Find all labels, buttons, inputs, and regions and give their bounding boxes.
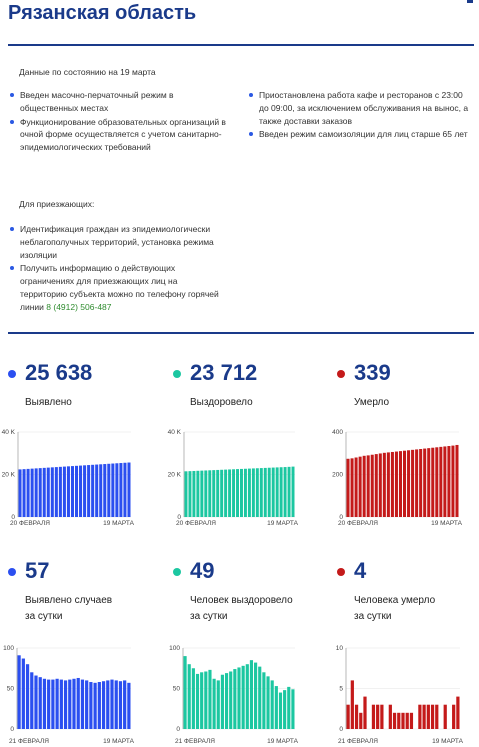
arrivals-list: [9, 223, 221, 315]
chart-bar: [279, 693, 282, 729]
chart-bar: [435, 705, 438, 729]
status-date: Данные по состоянию на 19 марта: [19, 67, 156, 77]
chart-bar: [23, 469, 26, 517]
recovered-daily-chart: [160, 642, 310, 746]
y-tick-label: 50: [6, 685, 14, 693]
chart-bar: [51, 680, 54, 729]
chart-bar: [47, 680, 50, 729]
confirmed-total-label: Выявлено: [25, 397, 72, 408]
chart-bar: [188, 471, 191, 517]
chart-bar: [351, 680, 354, 729]
chart-bar: [18, 655, 21, 729]
chart-bar: [91, 465, 94, 517]
page-title: Рязанская область: [8, 2, 197, 24]
chart-bar: [115, 463, 118, 517]
confirmed-daily-value: 57: [25, 558, 50, 583]
chart-bar: [31, 469, 34, 517]
chart-bar: [423, 449, 426, 517]
bullet-icon: [10, 93, 14, 97]
chart-bar: [403, 451, 406, 517]
chart-bar: [383, 453, 386, 517]
chart-bar: [22, 659, 25, 729]
chart-bar: [59, 467, 62, 517]
chart-bar: [389, 705, 392, 729]
chart-bar: [119, 681, 122, 729]
chart-bar: [56, 679, 59, 729]
chart-bar: [192, 471, 195, 517]
y-tick-label: 100: [169, 645, 180, 653]
chart-bar: [264, 468, 267, 517]
chart-bar: [35, 468, 38, 517]
y-tick-label: 20 K: [1, 471, 15, 479]
chart-bar: [27, 469, 30, 517]
chart-bar: [262, 672, 265, 729]
chart-bar: [196, 674, 199, 729]
chart-bar: [393, 713, 396, 729]
chart-bar: [363, 456, 366, 517]
list-item: [9, 89, 231, 115]
deaths-daily-dot-icon: [337, 568, 345, 576]
chart-bar: [359, 713, 362, 729]
list-item: [9, 262, 221, 313]
chart-bar: [283, 690, 286, 729]
x-tick-label-end: 19 МАРТА: [267, 520, 298, 527]
chart-bar: [443, 446, 446, 517]
chart-bar: [95, 465, 98, 517]
chart-bar: [399, 451, 402, 517]
chart-bar: [72, 679, 75, 729]
y-tick-label: 5: [339, 685, 343, 693]
chart-bar: [268, 468, 271, 517]
chart-bar: [291, 689, 294, 729]
chart-bar: [246, 664, 249, 729]
chart-bar: [51, 467, 54, 517]
chart-bar: [216, 470, 219, 517]
list-item: [248, 128, 470, 141]
x-tick-label-end: 19 МАРТА: [432, 738, 463, 745]
chart-bar: [75, 466, 78, 517]
chart-bar: [233, 669, 236, 729]
chart-bar: [123, 680, 126, 729]
chart-bar: [411, 450, 414, 517]
chart-bar: [119, 463, 122, 517]
chart-bar: [447, 446, 450, 517]
chart-bar: [401, 713, 404, 729]
x-tick-label-start: 20 ФЕВРАЛЯ: [10, 520, 50, 527]
top-divider: [8, 44, 474, 46]
recovered-daily-value: 49: [190, 558, 215, 583]
chart-bar: [387, 452, 390, 517]
chart-bar: [184, 656, 187, 729]
chart-bar: [208, 670, 211, 729]
chart-bar: [98, 682, 101, 729]
chart-bar: [213, 679, 216, 729]
y-tick-label: 0: [10, 726, 14, 734]
chart-bar: [127, 683, 130, 729]
y-tick-label: 40 K: [1, 429, 15, 437]
chart-bar: [67, 466, 70, 517]
chart-bar: [204, 470, 207, 517]
chart-bar: [111, 464, 114, 517]
chart-bar: [221, 675, 224, 729]
chart-bar: [77, 678, 80, 729]
chart-bar: [395, 452, 398, 517]
chart-bar: [79, 466, 82, 517]
chart-bar: [431, 705, 434, 729]
chart-bar: [196, 471, 199, 517]
chart-bar: [236, 469, 239, 517]
x-tick-label-end: 19 МАРТА: [267, 738, 298, 745]
chart-bar: [410, 713, 413, 729]
chart-bar: [81, 680, 84, 729]
chart-bar: [115, 680, 118, 729]
chart-bar: [288, 467, 291, 517]
list-item: [248, 89, 470, 127]
chart-bar: [397, 713, 400, 729]
chart-bar: [64, 680, 67, 729]
chart-bar: [423, 705, 426, 729]
chart-bar: [375, 454, 378, 517]
chart-bar: [415, 449, 418, 517]
chart-bar: [19, 469, 22, 517]
y-tick-label: 0: [339, 726, 343, 734]
list-item-text: Приостановлена работа кафе и ресторанов с 23:00 до 09:00, за исключением обслуживания на вынос, а также доставки заказов: [259, 90, 469, 126]
chart-bar: [254, 663, 257, 729]
bullet-icon: [249, 93, 253, 97]
chart-bar: [455, 445, 458, 517]
list-item-text: Идентификация граждан из эпидемиологически неблагополучных территорий, установка режима изоляции: [20, 224, 214, 260]
chart-bar: [391, 452, 394, 517]
recovered-cumulative-chart: [160, 424, 310, 530]
chart-bar: [406, 713, 409, 729]
chart-bar: [427, 705, 430, 729]
chart-bar: [229, 671, 232, 729]
chart-bar: [204, 671, 207, 729]
deaths-dot-icon: [337, 370, 345, 378]
chart-bar: [256, 468, 259, 517]
x-tick-label-start: 21 ФЕВРАЛЯ: [175, 738, 215, 745]
chart-bar: [248, 469, 251, 517]
chart-bar: [419, 449, 422, 517]
chart-bar: [68, 680, 71, 729]
list-item: [9, 223, 221, 261]
chart-bar: [89, 682, 92, 729]
chart-bar: [94, 683, 97, 729]
bullet-icon: [10, 227, 14, 231]
y-tick-label: 0: [177, 514, 181, 522]
y-tick-label: 10: [335, 645, 343, 653]
chart-bar: [188, 664, 191, 729]
chart-bar: [99, 464, 102, 517]
y-tick-label: 400: [332, 429, 343, 437]
chart-bar: [127, 463, 130, 517]
deaths-total-value: 339: [354, 360, 391, 385]
chart-bar: [85, 680, 88, 729]
recovered-daily-label: Человек выздоровело за сутки: [190, 595, 293, 622]
list-item: [9, 116, 231, 154]
chart-bar: [200, 672, 203, 729]
chart-bar: [456, 697, 459, 729]
chart-bar: [258, 667, 261, 729]
y-tick-label: 0: [339, 514, 343, 522]
recovered-daily-dot-icon: [173, 568, 181, 576]
confirmed-total-value: 25 638: [25, 360, 93, 385]
chart-bar: [355, 705, 358, 729]
chart-bar: [110, 680, 113, 729]
list-item-text: Получить информацию о действующих ограничениях для приезжающих лиц на территорию субъекта можно по телефону горячей линии: [20, 263, 219, 312]
chart-bar: [275, 686, 278, 729]
chart-bar: [444, 705, 447, 729]
deaths-daily-chart: [320, 642, 470, 746]
chart-bar: [228, 469, 231, 517]
chart-bar: [83, 465, 86, 517]
chart-bar: [347, 705, 350, 729]
x-tick-label-start: 20 ФЕВРАЛЯ: [176, 520, 216, 527]
chart-bar: [185, 471, 188, 517]
chart-bar: [367, 455, 370, 517]
chart-bar: [287, 687, 290, 729]
corner-marker: [467, 0, 473, 3]
confirmed-dot-icon: [8, 370, 16, 378]
y-tick-label: 0: [11, 514, 15, 522]
chart-bar: [271, 680, 274, 729]
chart-bar: [355, 458, 358, 518]
chart-bar: [276, 467, 279, 517]
chart-bar: [63, 467, 66, 517]
chart-bar: [55, 467, 58, 517]
hotline-phone-link[interactable]: 8 (4912) 506-487: [46, 301, 112, 312]
chart-bar: [225, 673, 228, 729]
chart-bar: [34, 676, 37, 729]
recovered-total-value: 23 712: [190, 360, 258, 385]
deaths-cumulative-chart: [320, 424, 470, 530]
chart-bar: [103, 464, 106, 517]
chart-bar: [47, 468, 50, 517]
chart-bar: [284, 467, 287, 517]
chart-bar: [439, 447, 442, 517]
chart-bar: [363, 697, 366, 729]
chart-bar: [60, 680, 63, 729]
chart-bar: [224, 470, 227, 517]
chart-bar: [351, 458, 354, 517]
list-item-text: Введен режим самоизоляции для лиц старше 65 лет: [259, 129, 468, 140]
chart-bar: [452, 705, 455, 729]
x-tick-label-end: 19 МАРТА: [431, 520, 462, 527]
y-tick-label: 100: [3, 645, 14, 653]
chart-bar: [220, 470, 223, 517]
chart-bar: [418, 705, 421, 729]
chart-bar: [212, 470, 215, 517]
measures-list-left: [9, 89, 231, 155]
chart-bar: [217, 680, 220, 729]
y-tick-label: 0: [176, 726, 180, 734]
chart-bar: [372, 705, 375, 729]
x-tick-label-end: 19 МАРТА: [103, 738, 134, 745]
chart-bar: [379, 453, 382, 517]
chart-bar: [43, 468, 46, 517]
recovered-dot-icon: [173, 370, 181, 378]
chart-bar: [242, 666, 245, 729]
chart-bar: [208, 470, 211, 517]
x-tick-label-start: 21 ФЕВРАЛЯ: [9, 738, 49, 745]
chart-bar: [252, 468, 255, 517]
middle-divider: [8, 332, 474, 334]
chart-bar: [376, 705, 379, 729]
chart-bar: [431, 448, 434, 517]
chart-bar: [102, 681, 105, 729]
x-tick-label-start: 21 ФЕВРАЛЯ: [338, 738, 378, 745]
chart-bar: [347, 459, 350, 517]
arrivals-heading: Для приезжающих:: [19, 199, 95, 209]
chart-bar: [232, 469, 235, 517]
y-tick-label: 200: [332, 471, 343, 479]
chart-bar: [266, 676, 269, 729]
x-tick-label-end: 19 МАРТА: [103, 520, 134, 527]
confirmed-daily-chart: [0, 642, 150, 746]
x-tick-label-start: 20 ФЕВРАЛЯ: [338, 520, 378, 527]
chart-bar: [39, 468, 42, 517]
deaths-daily-value: 4: [354, 558, 367, 583]
list-item-text: Введен масочно-перчаточный режим в общественных местах: [20, 90, 174, 113]
chart-bar: [280, 467, 283, 517]
deaths-daily-label: Человека умерло за сутки: [354, 595, 436, 622]
y-tick-label: 40 K: [167, 429, 181, 437]
chart-bar: [200, 471, 203, 517]
chart-bar: [43, 679, 46, 729]
chart-bar: [244, 469, 247, 517]
chart-bar: [407, 450, 410, 517]
chart-bar: [39, 677, 42, 729]
y-tick-label: 20 K: [167, 471, 181, 479]
y-tick-label: 50: [172, 685, 180, 693]
bullet-icon: [10, 120, 14, 124]
recovered-total-label: Выздоровело: [190, 397, 253, 408]
chart-bar: [292, 467, 295, 517]
chart-bar: [107, 464, 110, 517]
chart-bar: [371, 455, 374, 517]
chart-bar: [237, 667, 240, 729]
chart-bar: [427, 448, 430, 517]
chart-bar: [30, 672, 33, 729]
bullet-icon: [10, 266, 14, 270]
chart-bar: [451, 446, 454, 517]
confirmed-daily-label: Выявлено случаев за сутки: [25, 595, 113, 622]
list-item-text: Функционирование образовательных организаций в очной форме осуществляется с учетом санитарно-эпидемиологических требований: [20, 116, 226, 153]
measures-list-right: [248, 89, 470, 142]
chart-bar: [359, 457, 362, 517]
chart-bar: [106, 680, 109, 729]
chart-bar: [250, 660, 253, 729]
chart-bar: [240, 469, 243, 517]
confirmed-daily-dot-icon: [8, 568, 16, 576]
chart-bar: [260, 468, 263, 517]
chart-bar: [26, 664, 29, 729]
chart-bar: [123, 463, 126, 517]
chart-bar: [435, 447, 438, 517]
chart-bar: [380, 705, 383, 729]
deaths-total-label: Умерло: [354, 397, 390, 408]
chart-bar: [272, 468, 275, 517]
bullet-icon: [249, 132, 253, 136]
chart-bar: [87, 465, 90, 517]
confirmed-cumulative-chart: [0, 424, 150, 530]
chart-bar: [192, 668, 195, 729]
chart-bar: [71, 466, 74, 517]
